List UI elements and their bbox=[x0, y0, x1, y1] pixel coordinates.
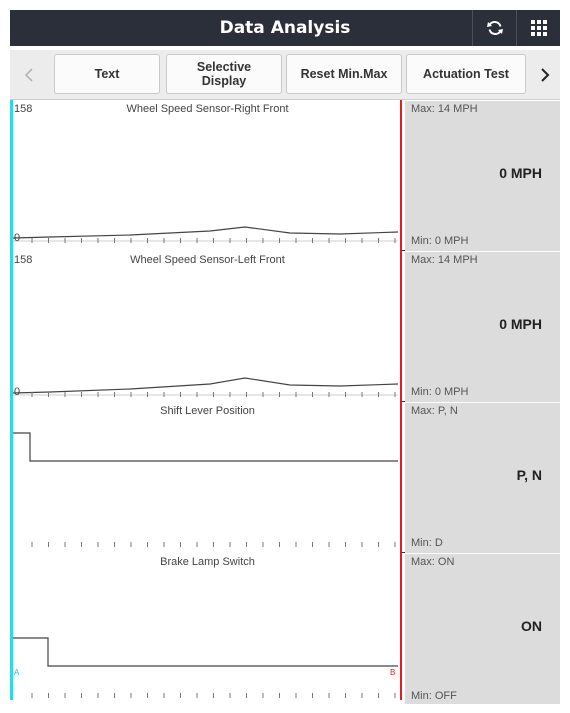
value-box bbox=[405, 403, 560, 553]
graph-max-label: 158 bbox=[14, 103, 33, 115]
min-value: Min: OFF bbox=[411, 690, 457, 702]
graph-panel-right-front-speed[interactable] bbox=[10, 101, 560, 251]
grid-icon bbox=[531, 20, 547, 36]
scroll-right-button[interactable] bbox=[530, 50, 560, 100]
chevron-right-icon bbox=[540, 68, 550, 82]
cursor-b-line[interactable] bbox=[400, 100, 402, 700]
graph-area bbox=[10, 252, 400, 402]
graph-panel-left-front-speed[interactable] bbox=[10, 252, 560, 402]
brake-trace bbox=[10, 554, 400, 704]
max-value: Max: ON bbox=[411, 556, 455, 568]
refresh-button[interactable] bbox=[472, 10, 516, 46]
panel-title: Shift Lever Position bbox=[160, 405, 255, 417]
scroll-left-button[interactable] bbox=[14, 50, 44, 100]
cursor-b-marker: B bbox=[390, 668, 396, 677]
max-value: Max: 14 MPH bbox=[411, 103, 478, 115]
panel-title: Wheel Speed Sensor-Right Front bbox=[126, 103, 289, 115]
toolbar bbox=[10, 50, 560, 100]
current-value: ON bbox=[521, 618, 542, 634]
current-value: 0 MPH bbox=[499, 165, 542, 181]
text-button[interactable]: Text bbox=[54, 54, 160, 94]
graph-area bbox=[10, 403, 400, 553]
speed-trace bbox=[10, 252, 400, 402]
app-header bbox=[10, 10, 560, 46]
cursor-a-marker: A bbox=[14, 668, 20, 677]
min-value: Min: 0 MPH bbox=[411, 235, 469, 247]
max-value: Max: 14 MPH bbox=[411, 254, 478, 266]
panel-title: Wheel Speed Sensor-Left Front bbox=[130, 254, 285, 266]
selective-display-button[interactable]: Selective Display bbox=[166, 54, 282, 94]
reset-min-max-button[interactable]: Reset Min.Max bbox=[286, 54, 402, 94]
min-value: Min: D bbox=[411, 537, 443, 549]
graph-min-label: 0 bbox=[14, 232, 21, 244]
grid-menu-button[interactable] bbox=[516, 10, 560, 46]
graph-panel-brake-lamp[interactable] bbox=[10, 554, 560, 704]
graph-panel-shift-lever[interactable] bbox=[10, 403, 560, 553]
shift-trace bbox=[10, 403, 400, 553]
graph-min-label: 0 bbox=[14, 386, 21, 398]
value-box bbox=[405, 101, 560, 251]
panel-title: Brake Lamp Switch bbox=[160, 556, 255, 568]
current-value: P, N bbox=[516, 467, 542, 483]
cursor-a-line[interactable] bbox=[10, 100, 13, 700]
graph-area bbox=[10, 554, 400, 704]
refresh-icon bbox=[485, 18, 505, 38]
chevron-left-icon bbox=[24, 68, 34, 82]
graph-area bbox=[10, 101, 400, 251]
current-value: 0 MPH bbox=[499, 316, 542, 332]
value-box bbox=[405, 554, 560, 704]
actuation-test-button[interactable]: Actuation Test bbox=[406, 54, 526, 94]
max-value: Max: P, N bbox=[411, 405, 458, 417]
speed-trace bbox=[10, 101, 400, 251]
value-box bbox=[405, 252, 560, 402]
page-title: Data Analysis bbox=[219, 18, 351, 38]
min-value: Min: 0 MPH bbox=[411, 386, 469, 398]
graph-max-label: 158 bbox=[14, 254, 33, 266]
